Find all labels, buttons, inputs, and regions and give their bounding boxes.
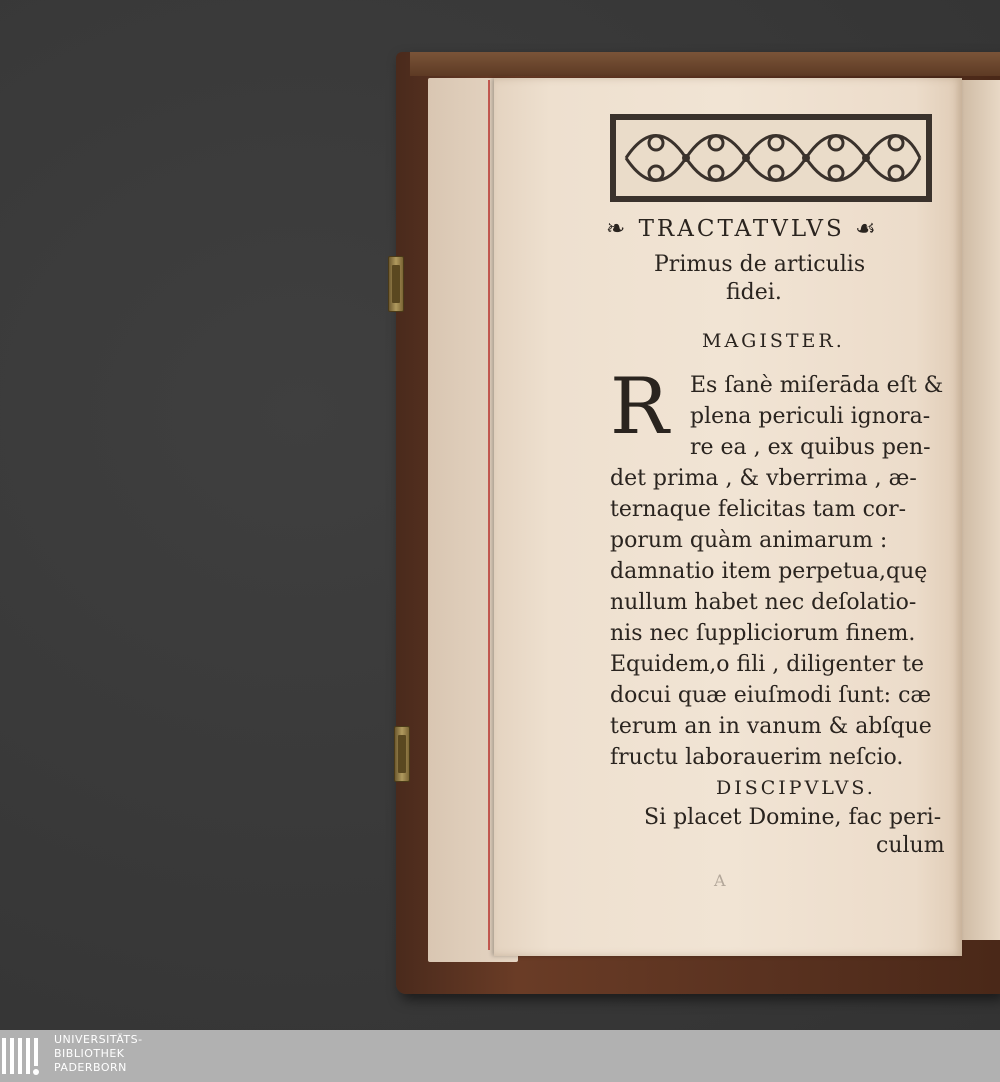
body-line: re ea , ex quibus pen- bbox=[690, 435, 931, 460]
body-line: Equidem,o fili , diligenter te bbox=[610, 652, 924, 677]
title-text: TRACTATVLVS bbox=[638, 216, 845, 242]
page-title bbox=[606, 216, 879, 242]
book-cover-top-edge bbox=[410, 52, 1000, 76]
drop-capital: R bbox=[610, 362, 669, 452]
dialog-line-1: Si placet Domine, fac peri- bbox=[644, 805, 942, 830]
footer-line-3: PADERBORN bbox=[54, 1061, 127, 1074]
speaker-magister: MAGISTER. bbox=[702, 330, 845, 352]
subtitle-line-2: fidei. bbox=[726, 280, 782, 305]
fleuron-ornament-icon bbox=[606, 108, 936, 208]
fleuron-left-icon: ❧ bbox=[606, 216, 639, 242]
subtitle-line-1: Primus de articulis bbox=[654, 252, 866, 277]
book-page bbox=[494, 78, 962, 956]
body-line: nis nec ſuppliciorum finem. bbox=[610, 621, 916, 646]
footer-line-1: UNIVERSITÄTS- bbox=[54, 1033, 143, 1046]
footer-bar bbox=[0, 1030, 1000, 1082]
red-page-edge bbox=[488, 80, 490, 950]
body-line: nullum habet nec deſolatio- bbox=[610, 590, 917, 615]
body-line: fructu laborauerim neſcio. bbox=[610, 745, 904, 770]
clasp-icon-top bbox=[388, 256, 404, 312]
signature-mark: A bbox=[714, 871, 726, 890]
fleuron-right-icon: ☙ bbox=[844, 216, 879, 242]
body-line: det prima , & vberrima , æ- bbox=[610, 466, 917, 491]
footer-line-2: BIBLIOTHEK bbox=[54, 1047, 125, 1060]
clasp-icon-bottom bbox=[394, 726, 410, 782]
body-line: damnatio item perpetua,quę bbox=[610, 559, 928, 584]
body-line: terum an in vanum & abſque bbox=[610, 714, 932, 739]
body-line: Es ſanè miſerāda eſt & bbox=[690, 373, 944, 398]
university-library-logo-icon bbox=[0, 1034, 46, 1078]
body-line: plena periculi ignora- bbox=[690, 404, 931, 429]
dialog-line-2: culum bbox=[876, 833, 945, 858]
body-line: porum quàm animarum : bbox=[610, 528, 888, 553]
body-line: docui quæ eiuſmodi ſunt: cæ bbox=[610, 683, 932, 708]
body-line: ternaque felicitas tam cor- bbox=[610, 497, 907, 522]
speaker-discipulus: DISCIPVLVS. bbox=[716, 777, 876, 799]
right-leaf-edge bbox=[958, 80, 1000, 940]
